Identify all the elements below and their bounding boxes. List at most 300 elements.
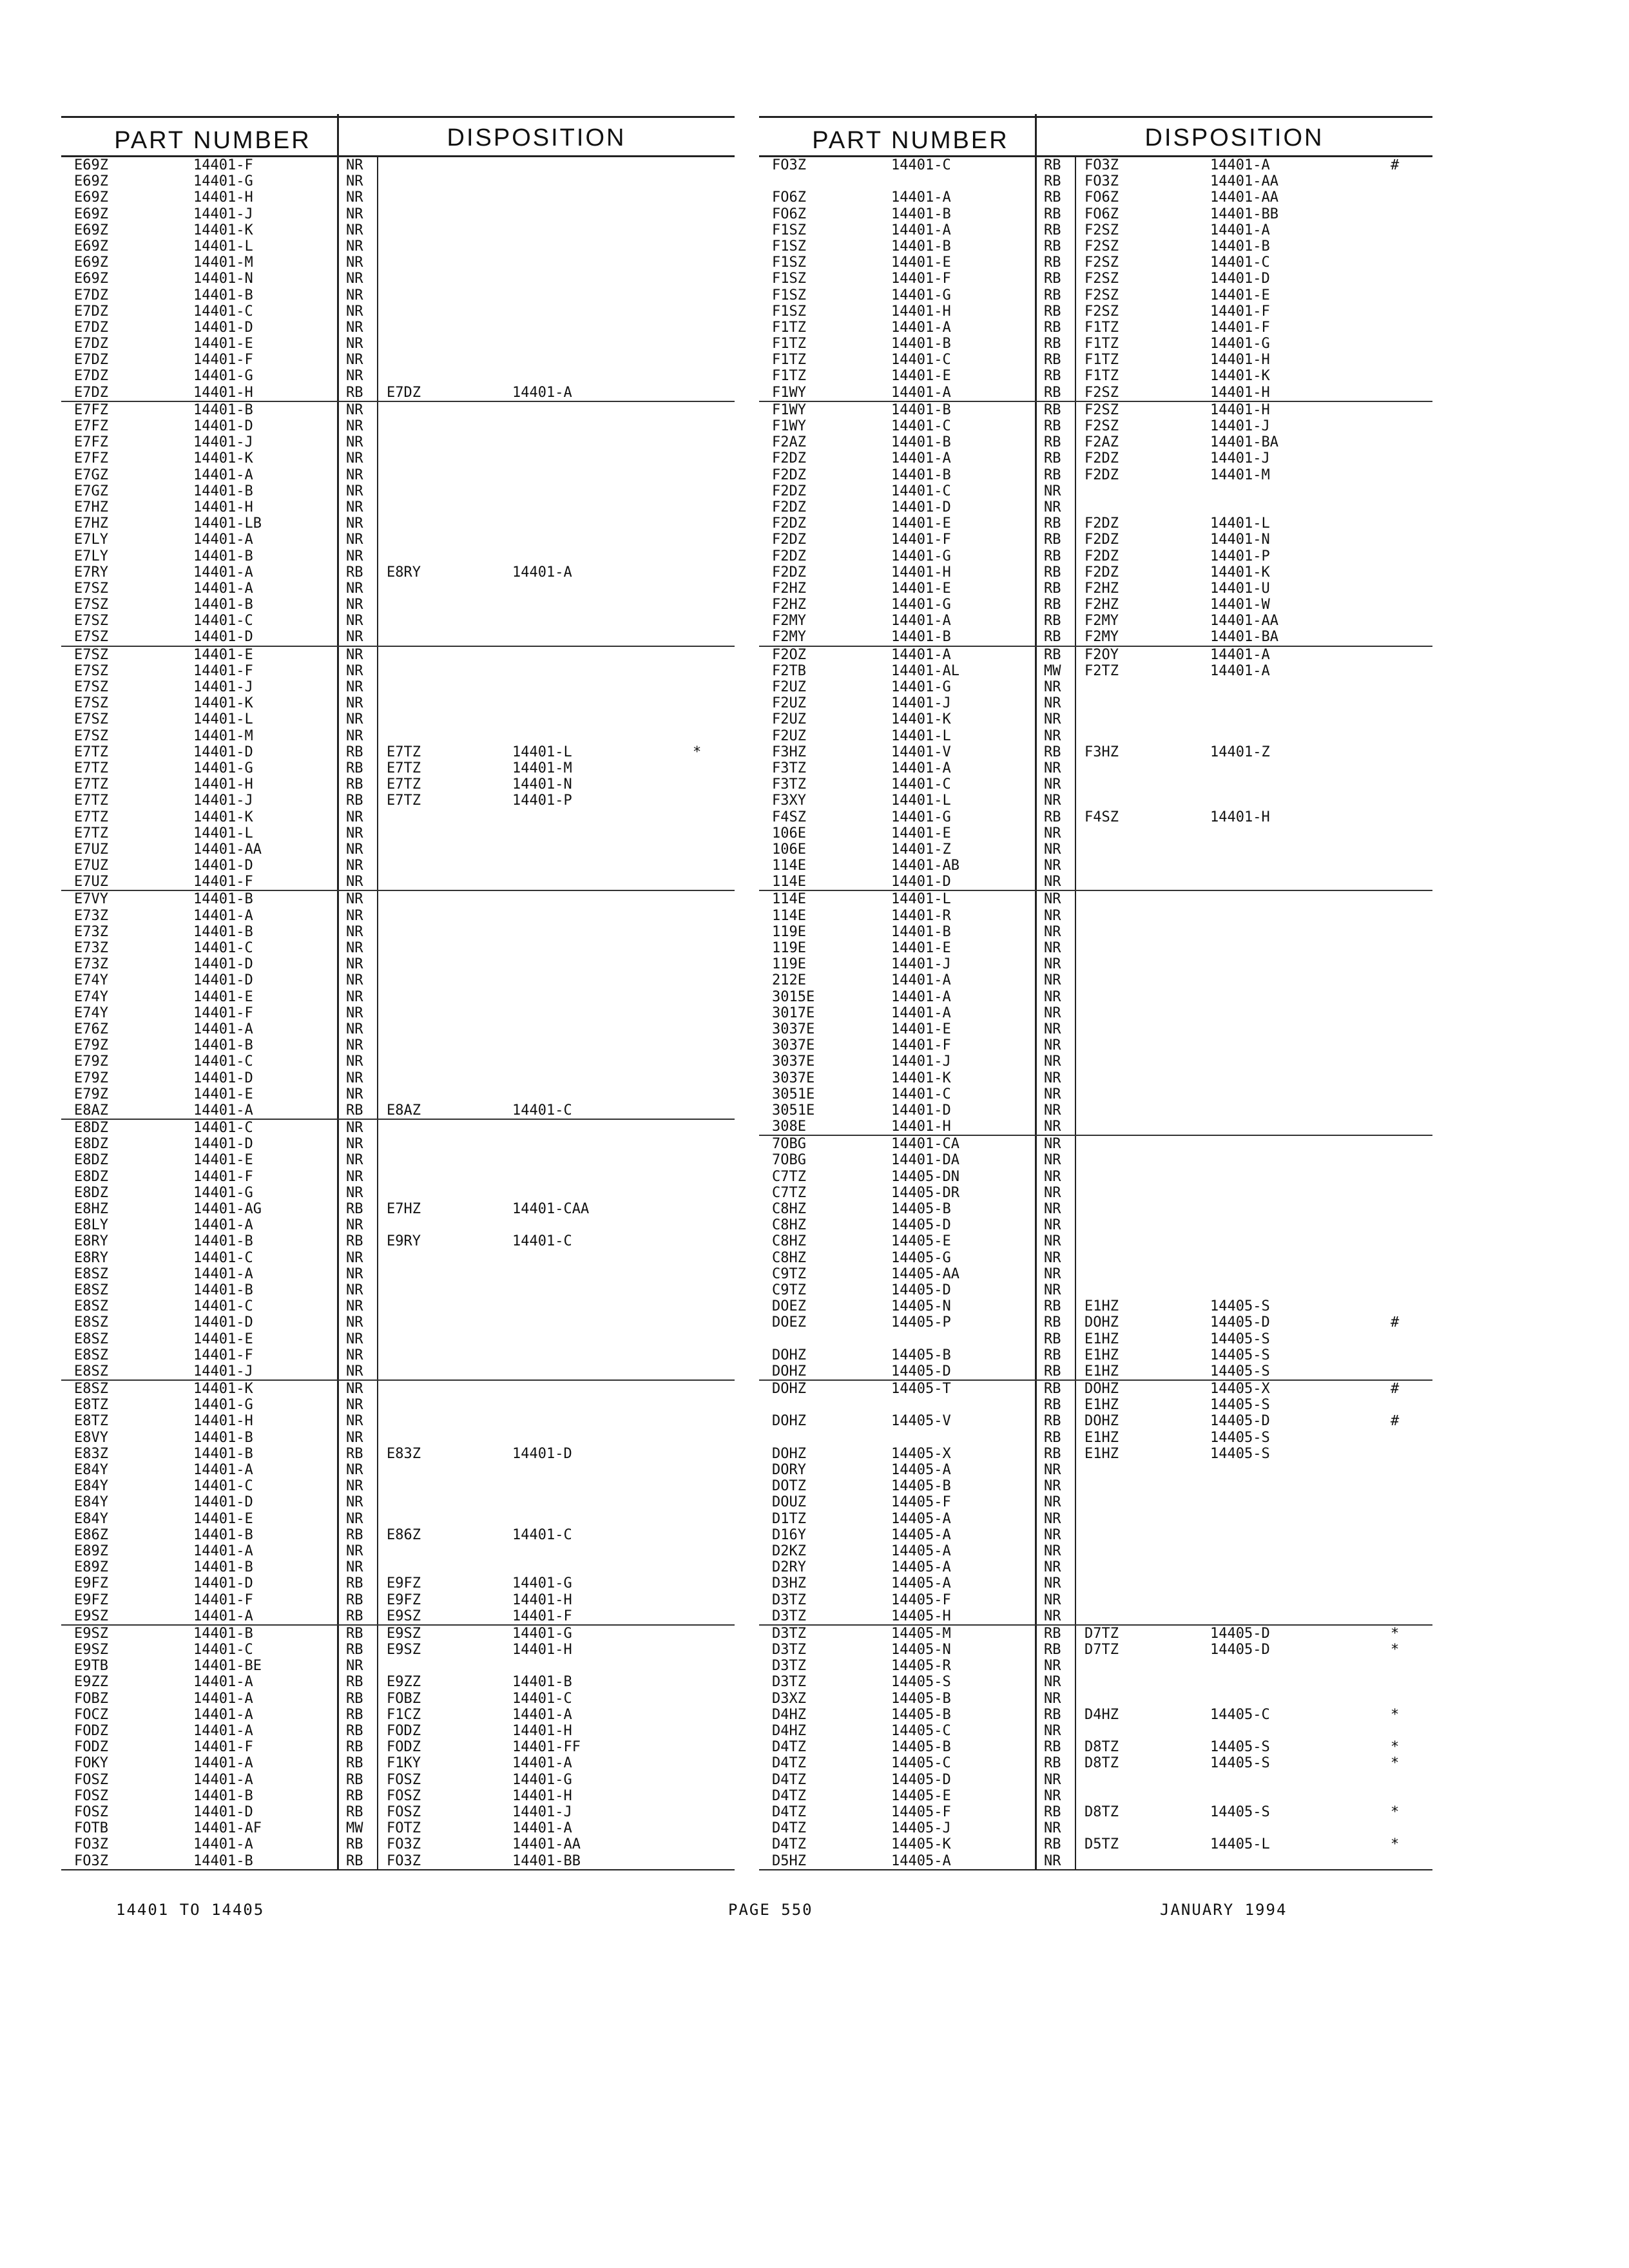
part-number: 14401-A bbox=[891, 450, 951, 467]
replacement-number: 14405-D bbox=[1210, 1314, 1270, 1331]
part-prefix: E7DZ bbox=[74, 303, 108, 320]
table-row bbox=[759, 663, 1432, 679]
part-number: 14401-A bbox=[891, 1004, 951, 1021]
replacement-prefix: FO3Z bbox=[1084, 157, 1119, 173]
disposition-code: NR bbox=[1044, 1282, 1061, 1298]
table-row bbox=[759, 1005, 1432, 1021]
disposition-code: NR bbox=[1044, 1852, 1061, 1869]
table-row bbox=[61, 1674, 735, 1690]
table-row bbox=[759, 1363, 1432, 1379]
part-number: 14405-AA bbox=[891, 1265, 959, 1282]
replacement-number: 14401-N bbox=[512, 776, 572, 793]
note-mark: * bbox=[693, 744, 702, 760]
replacement-number: 14401-F bbox=[1210, 303, 1270, 320]
part-prefix: F3TZ bbox=[772, 776, 806, 793]
part-number: 14401-C bbox=[193, 303, 253, 320]
replacement-number: 14401-BA bbox=[1210, 434, 1278, 451]
disposition-code: NR bbox=[346, 450, 363, 467]
part-number: 14401-C bbox=[891, 157, 951, 173]
disposition-heading: DISPOSITION bbox=[447, 124, 626, 151]
part-number: 14401-E bbox=[193, 1510, 253, 1527]
table-row bbox=[61, 515, 735, 532]
disposition-code: NR bbox=[346, 695, 363, 712]
part-prefix: DOEZ bbox=[772, 1314, 806, 1331]
disposition-code: NR bbox=[1044, 760, 1061, 776]
replacement-number: 14401-FF bbox=[512, 1739, 581, 1756]
part-number: 14401-F bbox=[193, 1591, 253, 1608]
part-prefix: E89Z bbox=[74, 1559, 108, 1576]
part-prefix: D2RY bbox=[772, 1559, 806, 1576]
replacement-number: 14401-H bbox=[512, 1591, 572, 1608]
table-row bbox=[759, 271, 1432, 287]
disposition-code: RB bbox=[1044, 1642, 1061, 1658]
part-number: 14401-L bbox=[891, 727, 951, 744]
disposition-code: NR bbox=[1044, 1820, 1061, 1837]
part-number: 14401-A bbox=[193, 1102, 253, 1119]
disposition-code: RB bbox=[1044, 1298, 1061, 1315]
part-prefix: FODZ bbox=[74, 1739, 108, 1756]
disposition-code: NR bbox=[346, 368, 363, 385]
table-row bbox=[759, 320, 1432, 336]
part-prefix: E8SZ bbox=[74, 1347, 108, 1363]
part-prefix: F2UZ bbox=[772, 711, 806, 728]
disposition-code: RB bbox=[346, 1836, 363, 1853]
replacement-prefix: FOSZ bbox=[387, 1771, 421, 1788]
part-number: 14405-D bbox=[891, 1282, 951, 1298]
table-row bbox=[61, 450, 735, 466]
part-number: 14405-DN bbox=[891, 1168, 959, 1185]
replacement-prefix: E7TZ bbox=[387, 760, 421, 776]
disposition-code: NR bbox=[346, 1282, 363, 1298]
part-number: 14401-B bbox=[891, 336, 951, 352]
part-prefix: E7DZ bbox=[74, 336, 108, 352]
table-row bbox=[759, 1413, 1432, 1429]
part-prefix: 3051E bbox=[772, 1086, 815, 1102]
disposition-code: NR bbox=[1044, 1201, 1061, 1217]
replacement-number: 14401-BB bbox=[1210, 206, 1278, 222]
table-row bbox=[61, 434, 735, 450]
part-number: 14401-B bbox=[193, 597, 253, 613]
table-row bbox=[61, 679, 735, 695]
disposition-code: RB bbox=[346, 1575, 363, 1592]
disposition-code: NR bbox=[1044, 1658, 1061, 1675]
part-number: 14405-N bbox=[891, 1298, 951, 1315]
part-number: 14401-M bbox=[193, 255, 253, 271]
table-row bbox=[61, 1739, 735, 1755]
table-row bbox=[759, 352, 1432, 368]
table-row bbox=[759, 1135, 1432, 1152]
table-row bbox=[759, 238, 1432, 255]
disposition-code: RB bbox=[346, 1625, 363, 1642]
table-row bbox=[61, 1233, 735, 1249]
replacement-prefix: E9SZ bbox=[387, 1625, 421, 1642]
part-prefix: DOHZ bbox=[772, 1445, 806, 1462]
table-row bbox=[61, 874, 735, 890]
replacement-number: 14405-S bbox=[1210, 1739, 1270, 1756]
disposition-code: NR bbox=[346, 1136, 363, 1153]
part-number: 14405-E bbox=[891, 1787, 951, 1804]
table-row bbox=[61, 1314, 735, 1331]
table-row bbox=[759, 890, 1432, 907]
replacement-number: 14401-AA bbox=[1210, 173, 1278, 190]
replacement-prefix: E1HZ bbox=[1084, 1298, 1119, 1315]
disposition-code: NR bbox=[1044, 1690, 1061, 1707]
replacement-prefix: FODZ bbox=[387, 1739, 421, 1756]
replacement-prefix: F2SZ bbox=[1084, 255, 1119, 271]
part-number: 14401-E bbox=[891, 1021, 951, 1037]
disposition-code: RB bbox=[1044, 1363, 1061, 1379]
table-row bbox=[759, 1152, 1432, 1168]
part-prefix: 114E bbox=[772, 891, 806, 908]
replacement-prefix: F1TZ bbox=[1084, 319, 1119, 336]
table-row bbox=[61, 940, 735, 956]
disposition-code: NR bbox=[346, 679, 363, 695]
part-number: 14401-F bbox=[193, 662, 253, 679]
part-prefix: E8SZ bbox=[74, 1265, 108, 1282]
table-row bbox=[759, 695, 1432, 711]
part-number: 14401-D bbox=[193, 1314, 253, 1331]
replacement-number: 14401-A bbox=[512, 1755, 572, 1772]
table-row bbox=[759, 1185, 1432, 1201]
table-row bbox=[759, 157, 1432, 173]
part-prefix: E8TZ bbox=[74, 1397, 108, 1414]
part-number: 14401-B bbox=[193, 1625, 253, 1642]
table-row bbox=[759, 908, 1432, 924]
replacement-prefix: E9RY bbox=[387, 1233, 421, 1250]
disposition-code: NR bbox=[1044, 1526, 1061, 1543]
part-number: 14401-F bbox=[891, 271, 951, 287]
part-prefix: 114E bbox=[772, 907, 806, 924]
replacement-number: 14401-Z bbox=[1210, 744, 1270, 760]
table-row bbox=[759, 1658, 1432, 1674]
part-number: 14405-DR bbox=[891, 1184, 959, 1201]
disposition-code: RB bbox=[346, 1803, 363, 1820]
part-prefix: E83Z bbox=[74, 1445, 108, 1462]
disposition-code: RB bbox=[1044, 189, 1061, 206]
replacement-number: 14401-K bbox=[1210, 368, 1270, 385]
replacement-number: 14401-A bbox=[512, 384, 572, 401]
table-row bbox=[759, 1642, 1432, 1658]
table-row bbox=[759, 1788, 1432, 1804]
disposition-code: NR bbox=[1044, 1674, 1061, 1691]
table-row bbox=[61, 1723, 735, 1739]
part-prefix: E84Y bbox=[74, 1478, 108, 1495]
table-row bbox=[61, 1543, 735, 1559]
part-prefix: D3HZ bbox=[772, 1575, 806, 1592]
disposition-code: NR bbox=[1044, 711, 1061, 728]
replacement-number: 14405-S bbox=[1210, 1363, 1270, 1379]
part-prefix: E69Z bbox=[74, 173, 108, 190]
part-number: 14401-C bbox=[193, 1478, 253, 1495]
part-number: 14401-J bbox=[193, 1363, 253, 1379]
part-number: 14401-L bbox=[891, 891, 951, 908]
table-row bbox=[759, 1070, 1432, 1086]
disposition-code: NR bbox=[346, 222, 363, 238]
disposition-code: NR bbox=[346, 548, 363, 564]
table-row bbox=[61, 418, 735, 434]
disposition-code: NR bbox=[346, 1331, 363, 1347]
right-part-table bbox=[759, 116, 1432, 1870]
replacement-prefix: D8TZ bbox=[1084, 1739, 1119, 1756]
table-row bbox=[61, 1347, 735, 1363]
table-row bbox=[61, 385, 735, 401]
part-number: 14401-D bbox=[193, 858, 253, 874]
table-row bbox=[61, 255, 735, 271]
part-prefix: E8SZ bbox=[74, 1298, 108, 1315]
disposition-code: NR bbox=[346, 1429, 363, 1446]
part-prefix: E7FZ bbox=[74, 434, 108, 451]
replacement-prefix: F2SZ bbox=[1084, 238, 1119, 255]
table-row bbox=[759, 1624, 1432, 1642]
part-prefix: E7HZ bbox=[74, 515, 108, 532]
part-prefix: E73Z bbox=[74, 956, 108, 973]
table-row bbox=[61, 1707, 735, 1723]
part-prefix: E69Z bbox=[74, 206, 108, 222]
part-prefix: C9TZ bbox=[772, 1265, 806, 1282]
disposition-code: RB bbox=[1044, 532, 1061, 548]
replacement-prefix: E7DZ bbox=[387, 384, 421, 401]
part-prefix: C8HZ bbox=[772, 1233, 806, 1250]
table-row bbox=[61, 793, 735, 809]
disposition-code: NR bbox=[346, 532, 363, 548]
replacement-prefix: E1HZ bbox=[1084, 1363, 1119, 1379]
replacement-number: 14401-M bbox=[1210, 466, 1270, 483]
disposition-code: RB bbox=[346, 1674, 363, 1691]
table-row bbox=[61, 1397, 735, 1413]
part-prefix: E7DZ bbox=[74, 287, 108, 303]
disposition-code: NR bbox=[346, 1462, 363, 1478]
part-prefix: F2UZ bbox=[772, 679, 806, 695]
disposition-code: RB bbox=[1044, 548, 1061, 564]
part-prefix: E84Y bbox=[74, 1462, 108, 1478]
note-mark: # bbox=[1391, 1413, 1400, 1430]
table-row bbox=[61, 1169, 735, 1185]
table-row bbox=[759, 401, 1432, 418]
disposition-code: NR bbox=[346, 891, 363, 908]
part-number: 14401-A bbox=[193, 466, 253, 483]
replacement-prefix: F2AZ bbox=[1084, 434, 1119, 451]
disposition-code: NR bbox=[346, 841, 363, 858]
disposition-code: NR bbox=[1044, 1591, 1061, 1608]
table-row bbox=[61, 908, 735, 924]
replacement-number: 14401-A bbox=[1210, 222, 1270, 238]
part-number: 14401-H bbox=[193, 499, 253, 515]
replacement-number: 14401-K bbox=[1210, 564, 1270, 581]
part-prefix: E89Z bbox=[74, 1542, 108, 1559]
part-number: 14401-J bbox=[891, 956, 951, 973]
part-prefix: E7SZ bbox=[74, 679, 108, 695]
table-row bbox=[759, 1836, 1432, 1852]
table-row bbox=[61, 760, 735, 776]
part-prefix: E7DZ bbox=[74, 319, 108, 336]
replacement-number: 14401-C bbox=[512, 1690, 572, 1707]
part-prefix: F2AZ bbox=[772, 434, 806, 451]
replacement-number: 14401-H bbox=[1210, 352, 1270, 369]
part-number: 14401-C bbox=[891, 418, 951, 434]
replacement-number: 14401-F bbox=[1210, 319, 1270, 336]
disposition-code: RB bbox=[346, 1787, 363, 1804]
replacement-number: 14401-G bbox=[512, 1575, 572, 1592]
disposition-code: RB bbox=[1044, 287, 1061, 303]
replacement-prefix: F2OY bbox=[1084, 646, 1119, 663]
part-prefix: F1SZ bbox=[772, 238, 806, 255]
part-number: 14401-A bbox=[891, 319, 951, 336]
part-number: 14405-R bbox=[891, 1658, 951, 1675]
part-number: 14401-E bbox=[193, 646, 253, 663]
replacement-prefix: F4SZ bbox=[1084, 809, 1119, 825]
part-prefix: F2OZ bbox=[772, 646, 806, 663]
part-number: 14401-K bbox=[193, 809, 253, 825]
part-number: 14401-B bbox=[193, 1852, 253, 1869]
replacement-number: 14405-S bbox=[1210, 1397, 1270, 1414]
disposition-code: NR bbox=[1044, 776, 1061, 793]
replacement-prefix: F1TZ bbox=[1084, 368, 1119, 385]
table-row bbox=[759, 368, 1432, 384]
part-number: 14401-A bbox=[193, 1674, 253, 1691]
table-row bbox=[61, 1070, 735, 1086]
part-prefix: E8SZ bbox=[74, 1282, 108, 1298]
replacement-prefix: DOHZ bbox=[1084, 1314, 1119, 1331]
part-prefix: DOHZ bbox=[772, 1363, 806, 1379]
table-row bbox=[61, 1755, 735, 1771]
part-prefix: FOKY bbox=[74, 1755, 108, 1772]
disposition-code: NR bbox=[346, 972, 363, 989]
part-prefix: D1TZ bbox=[772, 1510, 806, 1527]
disposition-code: NR bbox=[1044, 940, 1061, 956]
part-prefix: FOCZ bbox=[74, 1706, 108, 1723]
replacement-prefix: E7HZ bbox=[387, 1201, 421, 1217]
table-row bbox=[759, 972, 1432, 988]
table-row bbox=[61, 711, 735, 727]
part-prefix: D4TZ bbox=[772, 1755, 806, 1772]
part-prefix: D4TZ bbox=[772, 1787, 806, 1804]
table-row bbox=[759, 467, 1432, 483]
disposition-code: NR bbox=[346, 1217, 363, 1234]
disposition-code: NR bbox=[346, 940, 363, 956]
table-row bbox=[759, 483, 1432, 499]
disposition-code: NR bbox=[346, 499, 363, 515]
part-prefix: F1SZ bbox=[772, 222, 806, 238]
part-number: 14401-G bbox=[193, 368, 253, 385]
table-row bbox=[61, 368, 735, 384]
disposition-code: RB bbox=[346, 1739, 363, 1756]
part-number: 14401-AL bbox=[891, 662, 959, 679]
part-prefix: E69Z bbox=[74, 222, 108, 238]
table-row bbox=[759, 255, 1432, 271]
disposition-code: RB bbox=[346, 1608, 363, 1624]
replacement-number: 14401-A bbox=[1210, 157, 1270, 173]
replacement-prefix: F2DZ bbox=[1084, 515, 1119, 532]
part-prefix: 212E bbox=[772, 972, 806, 989]
replacement-number: 14405-L bbox=[1210, 1836, 1270, 1853]
part-number: 14401-A bbox=[193, 1690, 253, 1707]
part-prefix: 106E bbox=[772, 825, 806, 841]
note-mark: * bbox=[1391, 1803, 1400, 1820]
replacement-number: 14405-S bbox=[1210, 1429, 1270, 1446]
table-row bbox=[759, 1021, 1432, 1037]
part-number: 14401-D bbox=[193, 629, 253, 646]
part-number: 14401-H bbox=[193, 189, 253, 206]
part-prefix: 119E bbox=[772, 923, 806, 940]
note-mark: * bbox=[1391, 1642, 1400, 1658]
replacement-number: 14401-J bbox=[1210, 418, 1270, 434]
table-row bbox=[759, 679, 1432, 695]
replacement-prefix: E83Z bbox=[387, 1445, 421, 1462]
part-number: 14401-J bbox=[891, 1053, 951, 1070]
part-number: 14401-B bbox=[891, 238, 951, 255]
disposition-code: RB bbox=[346, 1526, 363, 1543]
replacement-prefix: D8TZ bbox=[1084, 1803, 1119, 1820]
replacement-number: 14405-D bbox=[1210, 1625, 1270, 1642]
replacement-prefix: F2SZ bbox=[1084, 271, 1119, 287]
disposition-code: RB bbox=[1044, 1347, 1061, 1363]
replacement-number: 14401-M bbox=[512, 760, 572, 776]
part-prefix: 7OBG bbox=[772, 1152, 806, 1169]
part-prefix: E8SZ bbox=[74, 1314, 108, 1331]
part-number: 14401-D bbox=[193, 319, 253, 336]
replacement-number: 14401-D bbox=[512, 1445, 572, 1462]
part-number: 14401-D bbox=[193, 744, 253, 760]
part-number: 14405-B bbox=[891, 1706, 951, 1723]
disposition-code: NR bbox=[346, 711, 363, 728]
part-prefix: DOHZ bbox=[772, 1413, 806, 1430]
disposition-code: NR bbox=[346, 271, 363, 287]
part-prefix: 106E bbox=[772, 841, 806, 858]
disposition-code: NR bbox=[1044, 825, 1061, 841]
table-row bbox=[61, 157, 735, 173]
part-prefix: E8DZ bbox=[74, 1136, 108, 1153]
part-number: 14405-F bbox=[891, 1494, 951, 1511]
part-prefix: 7OBG bbox=[772, 1136, 806, 1153]
table-row bbox=[759, 874, 1432, 890]
part-prefix: F1SZ bbox=[772, 271, 806, 287]
disposition-code: RB bbox=[1044, 1739, 1061, 1756]
part-prefix: D4TZ bbox=[772, 1820, 806, 1837]
part-number: 14401-C bbox=[891, 1086, 951, 1102]
part-prefix: 3017E bbox=[772, 1004, 815, 1021]
disposition-code: NR bbox=[346, 206, 363, 222]
disposition-code: NR bbox=[346, 287, 363, 303]
part-number: 14405-V bbox=[891, 1413, 951, 1430]
table-row bbox=[61, 532, 735, 548]
replacement-prefix: FO6Z bbox=[1084, 206, 1119, 222]
part-prefix: DOTZ bbox=[772, 1478, 806, 1495]
part-number: 14405-M bbox=[891, 1625, 951, 1642]
footer-part-range: 14401 TO 14405 bbox=[116, 1901, 265, 1919]
part-prefix: DOUZ bbox=[772, 1494, 806, 1511]
part-prefix: E7SZ bbox=[74, 695, 108, 712]
table-row bbox=[61, 401, 735, 418]
table-row bbox=[61, 1446, 735, 1462]
table-row bbox=[61, 1102, 735, 1119]
disposition-code: NR bbox=[346, 173, 363, 190]
table-row bbox=[759, 989, 1432, 1005]
disposition-code: NR bbox=[346, 580, 363, 597]
replacement-prefix: F2DZ bbox=[1084, 450, 1119, 467]
part-prefix: E9SZ bbox=[74, 1625, 108, 1642]
part-number: 14401-F bbox=[193, 1739, 253, 1756]
table-row bbox=[61, 663, 735, 679]
table-row bbox=[759, 1462, 1432, 1478]
disposition-code: NR bbox=[346, 1037, 363, 1054]
table-row bbox=[759, 499, 1432, 515]
replacement-prefix: F2HZ bbox=[1084, 580, 1119, 597]
disposition-code: NR bbox=[346, 352, 363, 369]
disposition-code: NR bbox=[346, 1478, 363, 1495]
table-row bbox=[61, 1413, 735, 1429]
part-number: 14401-R bbox=[891, 907, 951, 924]
part-number: 14401-A bbox=[193, 1706, 253, 1723]
